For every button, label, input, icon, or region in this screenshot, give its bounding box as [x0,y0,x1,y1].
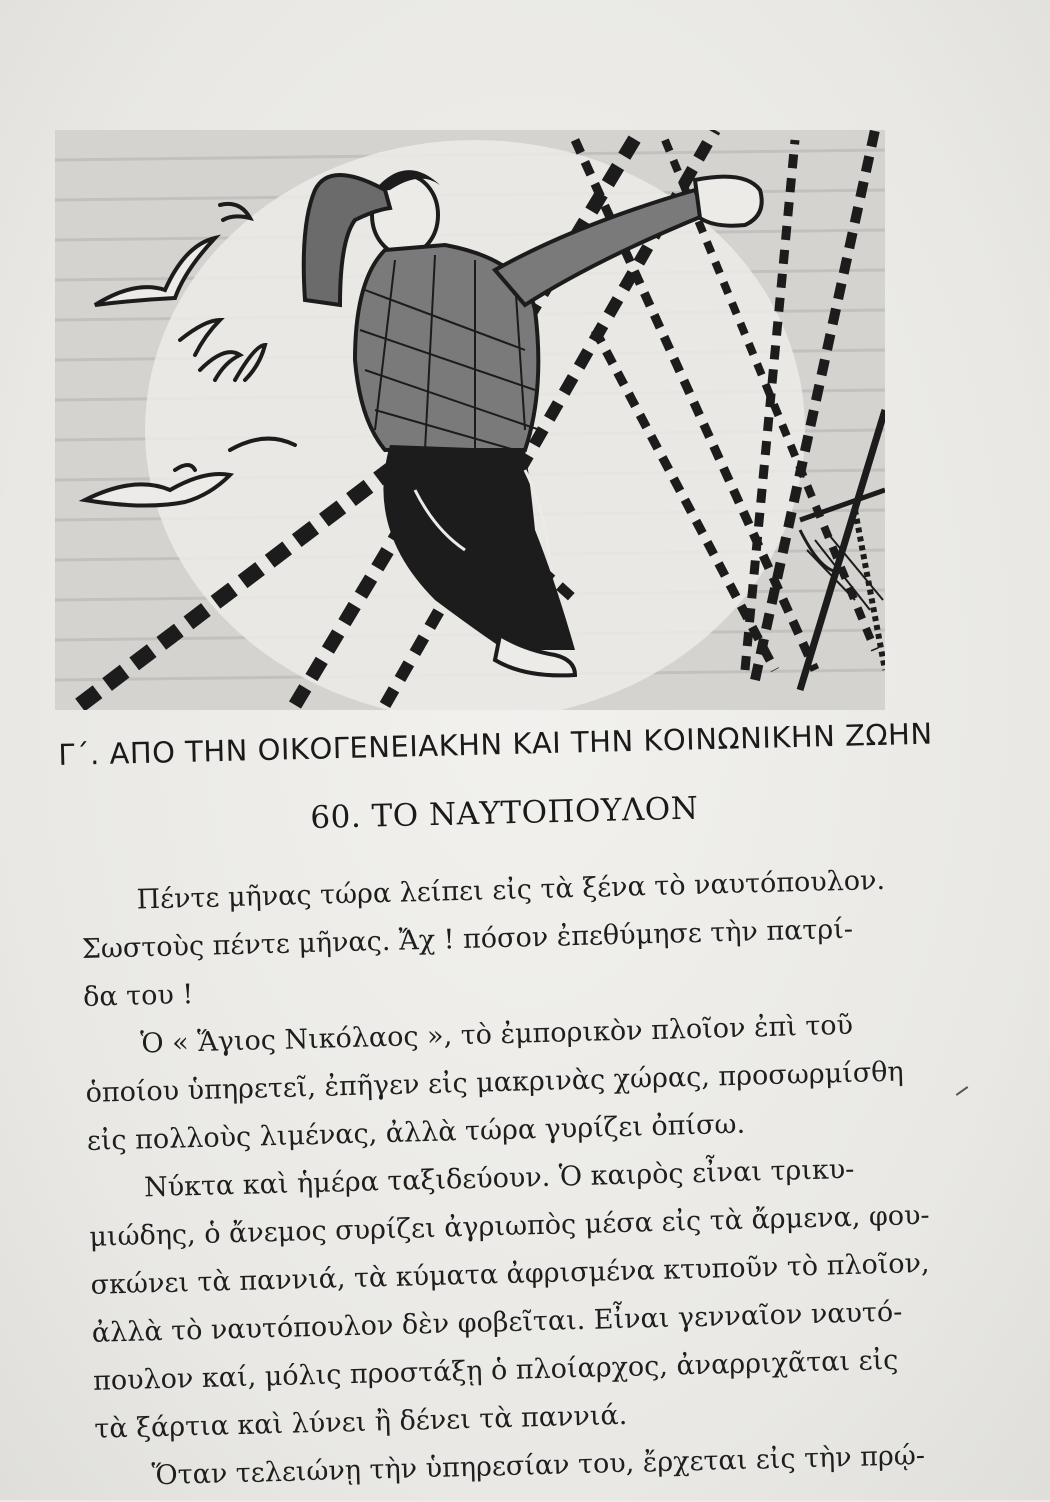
text-line: σκώνει τὰ παννιά, τὰ κύματα ἀφρισμένα κτυποῦν τὸ πλοῖον, [90,1247,930,1301]
text-line: τὰ ξάρτια καὶ λύνει ἢ δένει τὰ παννιά. [94,1399,628,1445]
text-line: δα του ! [82,979,194,1013]
text-line: Πέντε μῆνας τώρα λείπει εἰς τὰ ξένα τὸ ναυτόπουλον. [136,864,886,916]
illustration-ship-boy [55,130,885,710]
text-line: μιώδης, ὁ ἄνεμος συρίζει ἀγριωπὸς μέσα εἰς τὰ ἄρμενα, φου- [89,1199,930,1253]
text-line: ὁποίου ὑπηρετεῖ, ἐπῆγεν εἰς μακρινὰς χώρας, προσωρμίσθη [85,1056,904,1109]
text-line: Σωστοὺς πέντε μῆνας. Ἄχ ! πόσον ἐπεθύμησε τὴν πατρί- [81,913,854,965]
text-line: εἰς πολλοὺς λιμένας, ἀλλὰ τώρα γυρίζει ὀπίσω. [86,1108,746,1157]
text-line: πουλον καί, μόλις προστάξῃ ὁ πλοίαρχος, ἀναρριχᾶται εἰς [92,1344,899,1397]
lesson-body-text [80,855,976,1502]
section-heading: Γ΄. ΑΠΟ ΤΗΝ ΟΙΚΟΓΕΝΕΙΑΚΗΝ ΚΑΙ ΤΗΝ ΚΟΙΝΩΝΙΚΗΝ ΖΩΗΝ [58,716,933,772]
text-line: Ὅταν τελειώνῃ τὴν ὑπηρεσίαν του, ἔρχεται εἰς τὴν πρῴ- [151,1440,926,1492]
text-line: ἀλλὰ τὸ ναυτόπουλον δὲν φοβεῖται. Εἶναι γενναῖον ναυτό- [91,1296,903,1349]
text-line: Νύκτα καὶ ἡμέρα ταξιδεύουν. Ὁ καιρὸς εἶναι τρικυ- [143,1153,855,1204]
lesson-title: 60. ΤΟ ΝΑΥΤΟΠΟΥΛΟΝ [310,790,699,836]
text-line: Ὁ « Ἅγιος Νικόλαος », τὸ ἐμπορικὸν πλοῖον ἐπὶ τοῦ [139,1009,854,1060]
